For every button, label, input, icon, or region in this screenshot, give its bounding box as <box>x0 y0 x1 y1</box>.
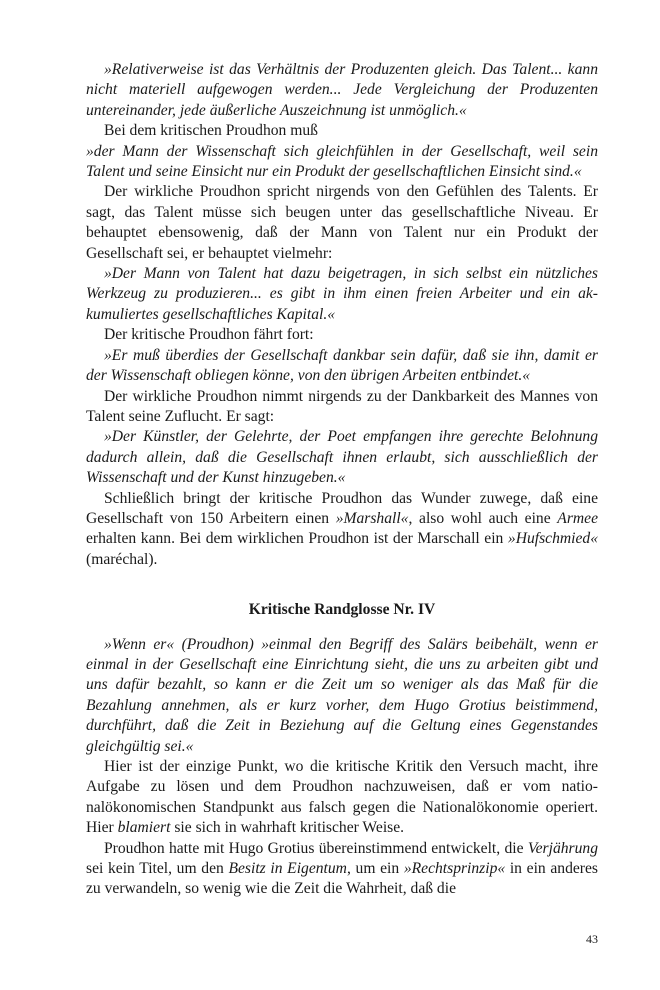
quote-paragraph <box>86 60 598 121</box>
italic-text: »Er muß überdies der Gesellschaft dankbar sein dafür, daß sie ihn, damit er der Wissenschaft obliegen könne, von den übrigen Arbeiten entbindet.« <box>86 346 598 385</box>
italic-text: »Marshall« <box>335 509 409 527</box>
quote-paragraph <box>86 142 598 183</box>
italic-text: »Relativerweise ist das Verhältnis der Produzenten gleich. Das Talent... kann nicht materiell aufgewogen werden... Jede Vergleichung der Produzenten untereinander, jede äußerliche Auszeichnung ist unmöglich.« <box>86 61 598 119</box>
quote-paragraph <box>86 635 598 757</box>
italic-text: Verjährung <box>527 839 598 857</box>
italic-text: »der Mann der Wissenschaft sich gleichfühlen in der Gesellschaft, weil sein Talent und seine Einsicht nur ein Produkt der gesellschaftlichen Einsicht sind.« <box>86 142 598 181</box>
italic-text: »einmal den Begriff des Salärs beibehält, wenn er einmal in der Gesellschaft eine Einrichtung sieht, die uns zu arbeiten gibt und uns dafür bezahlt, so kann er die Zeit um so weniger als das Maß für die Bezahlung annehmen, als er kurz vorher, dem Hugo Grotius beistimmend, durchführt, daß die Zeit in Beziehung auf die Geltung eines Gegenstandes gleichgültig sei.« <box>86 635 598 755</box>
italic-text: »Hufschmied« <box>507 530 598 548</box>
section-heading <box>86 600 598 620</box>
text-run: , um ein <box>346 860 404 878</box>
italic-text: »Wenn er« <box>104 635 182 653</box>
text-run: , also wohl auch eine <box>408 509 558 527</box>
paragraph <box>86 182 598 264</box>
italic-text: »Rechtsprinzip« <box>403 860 506 878</box>
paragraph <box>86 325 598 345</box>
text-run: sie sich in wahrhaft kritischer Weise. <box>170 819 405 837</box>
italic-text: Besitz in Eigentum <box>228 860 347 878</box>
text-run: Kritische Randglosse Nr. IV <box>248 601 436 619</box>
text-run: Schließlich bringt der kritische Proudhon das Wunder zuwege, daß eine Gesellschaft von 150 Arbeitern einen <box>86 489 598 527</box>
text-run: Proudhon hatte mit Hugo Grotius übereinstimmend entwickelt, die <box>104 839 528 857</box>
text-run: Der wirkliche Proudhon nimmt nirgends zu der Dankbarkeit des Mannes von Talent seine Zuflucht. Er sagt: <box>86 387 598 425</box>
text-run: erhalten kann. Bei dem wirklichen Proudhon ist der Marschall ein <box>86 530 508 548</box>
paragraph <box>86 839 598 900</box>
paragraph <box>86 387 598 428</box>
text-run: in ein anderes zu verwandeln, so wenig wie die Zeit die Wahrheit, daß die <box>86 860 598 898</box>
page-number: 43 <box>586 932 598 946</box>
text-run: (maréchal). <box>86 550 158 568</box>
text-run: Bei dem kritischen Proudhon muß <box>104 122 318 140</box>
italic-text: blamiert <box>117 819 171 837</box>
text-run: Der wirkliche Proudhon spricht nirgends von den Gefühlen des Talents. Er sagt, das Talent müsse sich beugen unter das gesellschaftliche Niveau. Er behauptet ebensowenig, daß der Mann von Talent nur ein Produkt der Gesellschaft sei, er behauptet vielmehr: <box>86 183 598 262</box>
paragraph <box>86 489 598 571</box>
italic-text: Armee <box>557 509 598 527</box>
text-run: Der kritische Proudhon fährt fort: <box>104 326 314 344</box>
italic-text: (Proudhon) <box>181 635 262 653</box>
quote-paragraph <box>86 346 598 387</box>
quote-paragraph <box>86 264 598 325</box>
text-run: Hier ist der einzige Punkt, wo die kritische Kritik den Versuch macht, ihre Aufgabe zu lösen und dem Proudhon nachzuweisen, daß er vom nationalökonomischen Standpunkt aus falsch gegen die Nationalökonomie operiert. Hier <box>86 758 598 837</box>
italic-text: »Der Künstler, der Gelehrte, der Poet empfangen ihre gerechte Belohnung dadurch allein, daß die Gesellschaft ihnen erlaubt, sich ausschließlich der Wissenschaft und der Kunst hinzugeben.« <box>86 428 598 487</box>
quote-paragraph <box>86 427 598 488</box>
italic-text: »Der Mann von Talent hat dazu beigetragen, in sich selbst ein nützliches Werkzeug zu produzieren... es gibt in ihm einen freien Arbeiter und ein akkumuliertes gesellschaftliches Kapital.« <box>86 265 598 323</box>
text-block <box>86 60 598 900</box>
text-run: sei kein Titel, um den <box>86 860 229 878</box>
paragraph <box>86 121 598 141</box>
paragraph <box>86 757 598 839</box>
